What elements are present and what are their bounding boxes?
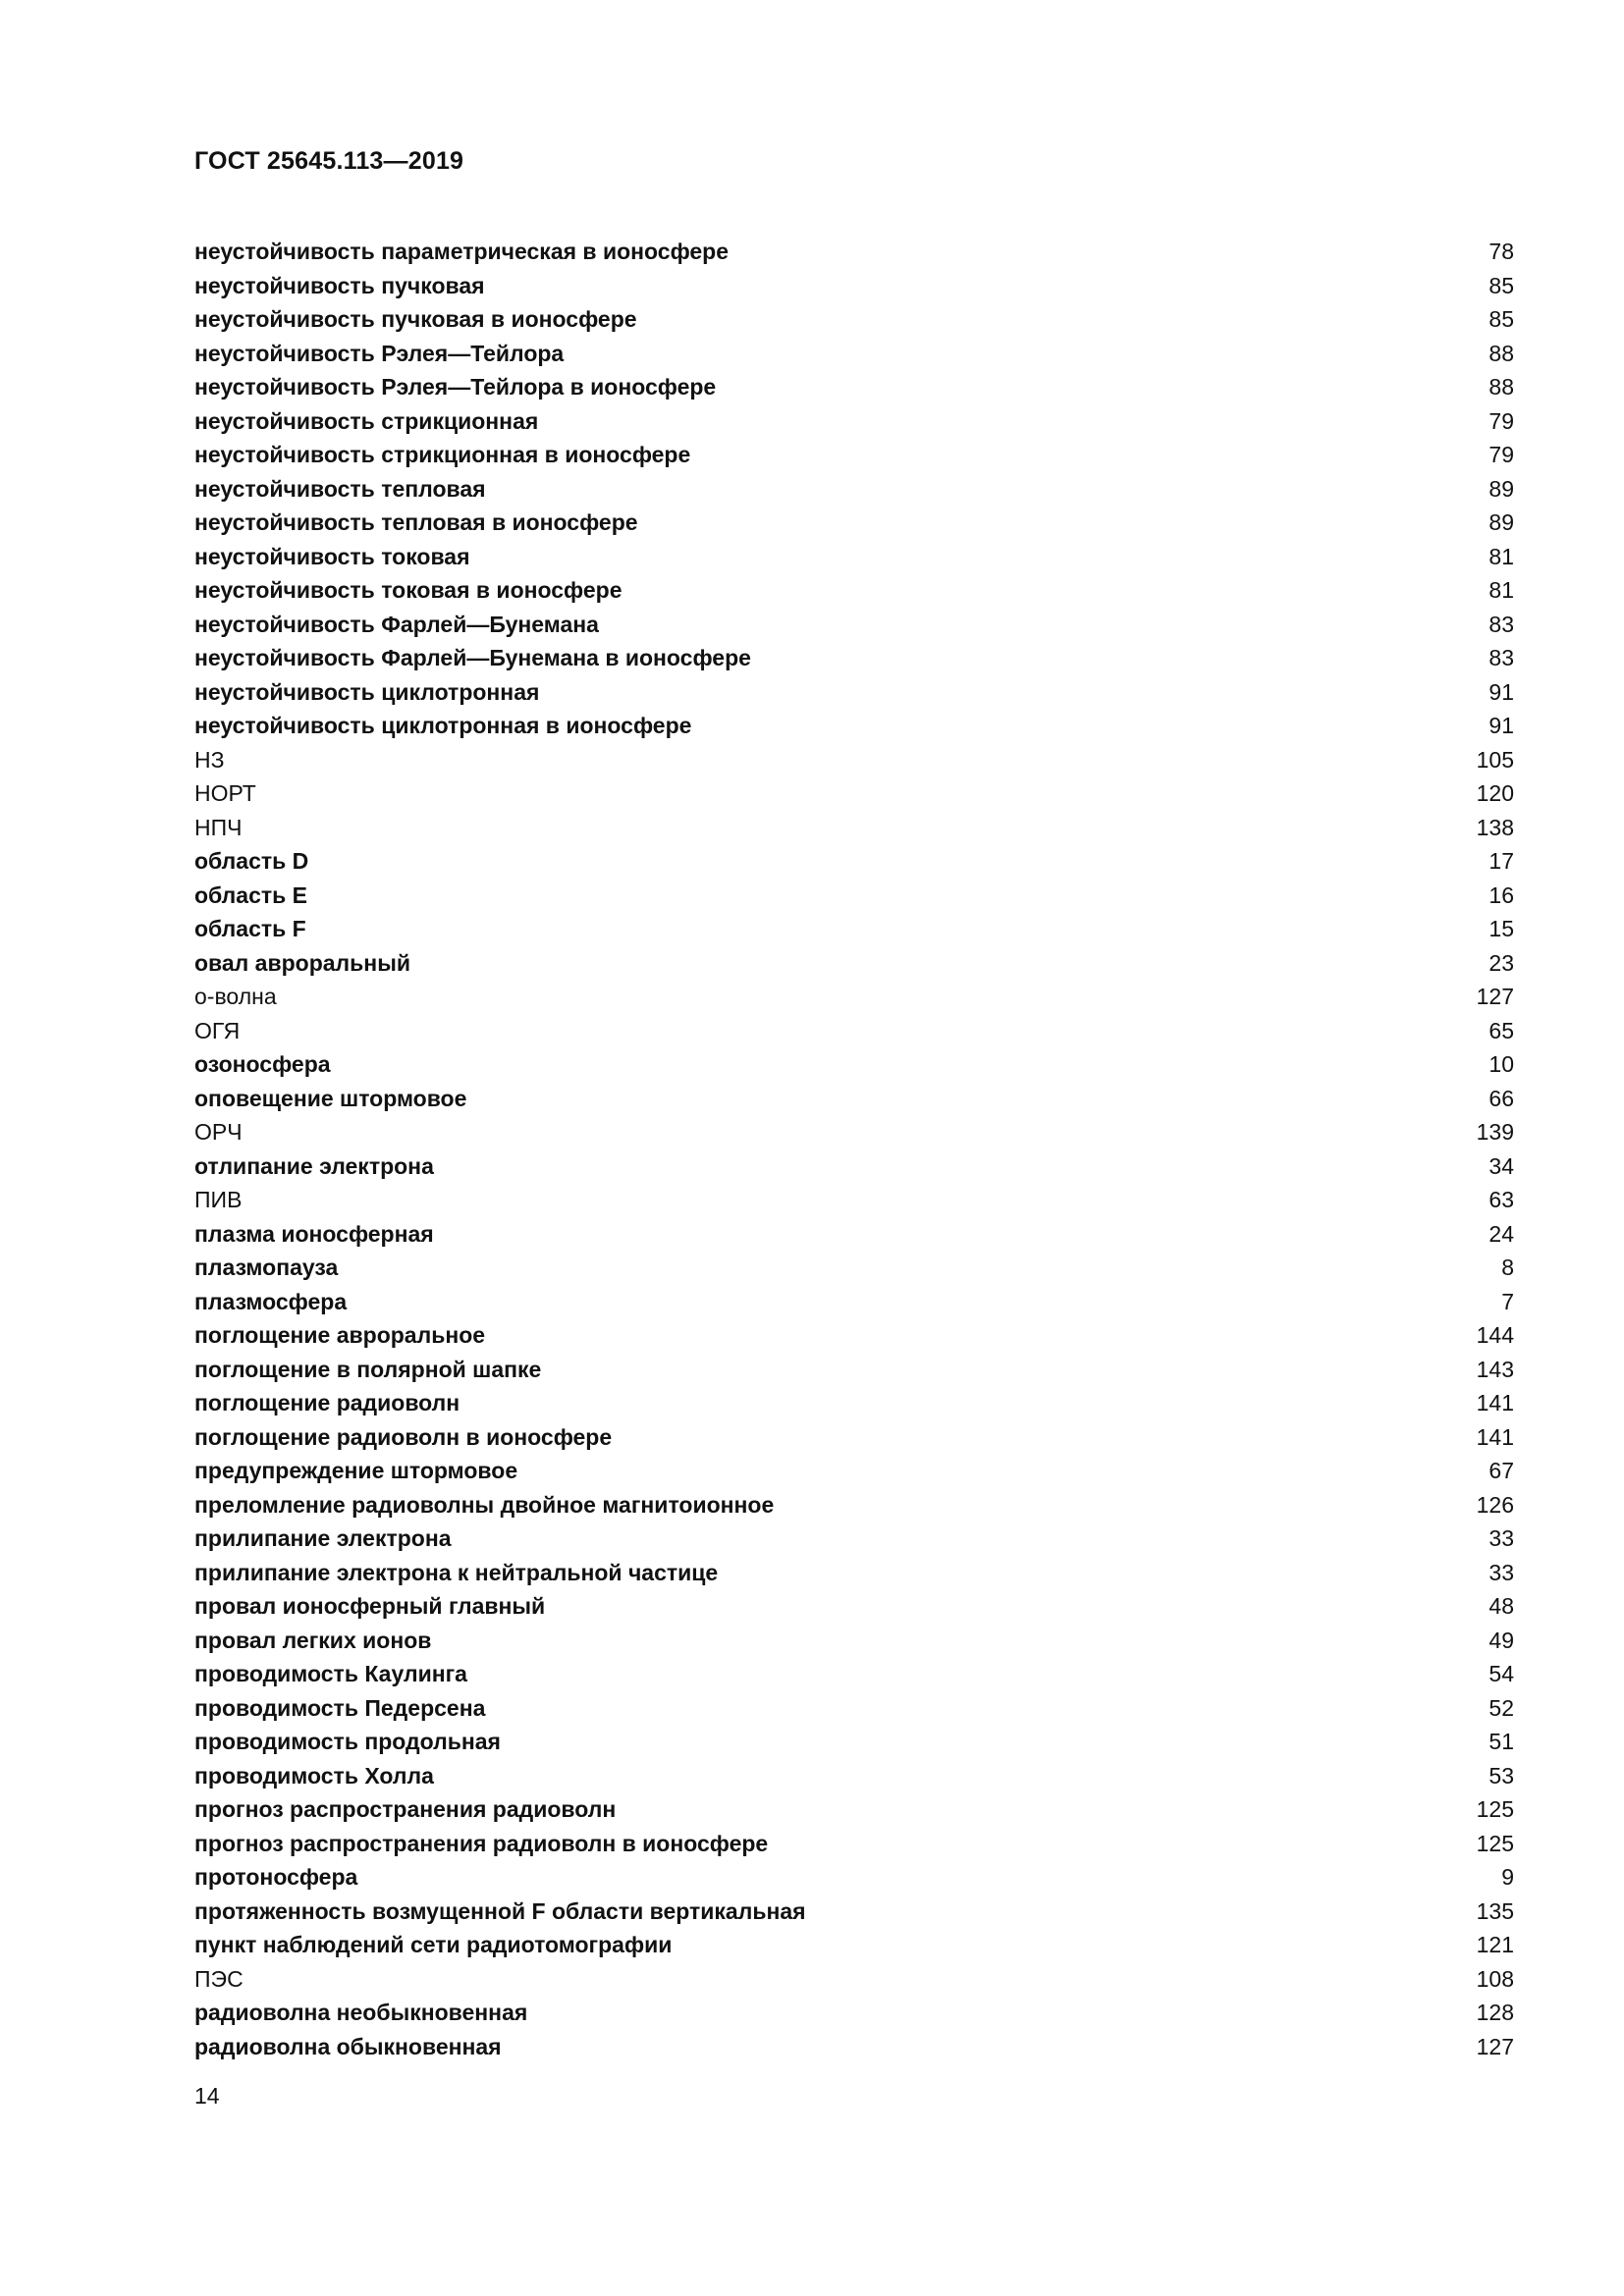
- index-term: ПЭС: [194, 1965, 244, 1992]
- index-term: провал легких ионов: [194, 1627, 432, 1653]
- index-term: предупреждение штормовое: [194, 1458, 518, 1483]
- index-term: плазма ионосферная: [194, 1220, 434, 1247]
- page-number: 14: [194, 2083, 220, 2109]
- index-term: протяженность возмущенной F области вертикальная: [194, 1897, 806, 1924]
- index-term: плазмосфера: [194, 1288, 348, 1314]
- index-entry: [194, 946, 1514, 981]
- index-entry: [194, 337, 1514, 371]
- index-term: радиоволна необыкновенная: [194, 2000, 528, 2025]
- index-entry: [194, 1353, 1514, 1387]
- index-term: ОГЯ: [194, 1017, 241, 1043]
- index-entry: [194, 1860, 1514, 1895]
- index-page-ref: 139: [1476, 1119, 1514, 1145]
- index-term: неустойчивость Фарлей—Бунемана в ионосфере: [194, 645, 751, 670]
- index-term: отлипание электрона: [194, 1152, 434, 1179]
- index-page-ref: 121: [1476, 1932, 1514, 1957]
- index-entry: [194, 1996, 1514, 2030]
- index-page-ref: 65: [1489, 1017, 1514, 1043]
- index-term: НЗ: [194, 746, 225, 773]
- index-term: прогноз распространения радиоволн в ионосфере: [194, 1830, 769, 1856]
- index-term: проводимость Педерсена: [194, 1694, 486, 1721]
- index-entry: [194, 2030, 1514, 2064]
- index-entry: [194, 709, 1514, 743]
- index-page-ref: 63: [1489, 1187, 1514, 1212]
- index-term: НОРТ: [194, 780, 256, 806]
- index-page-ref: 141: [1476, 1390, 1514, 1415]
- index-entry: [194, 573, 1514, 608]
- index-page-ref: 49: [1489, 1627, 1514, 1653]
- index-term: область E: [194, 881, 308, 908]
- index-page-ref: 7: [1501, 1288, 1514, 1314]
- index-term: неустойчивость циклотронная в ионосфере: [194, 713, 692, 738]
- index-term: протоносфера: [194, 1864, 358, 1890]
- index-page-ref: 85: [1489, 306, 1514, 332]
- index-term: область D: [194, 848, 309, 874]
- index-term: поглощение радиоволн в ионосфере: [194, 1423, 613, 1450]
- index-page-ref: 135: [1476, 1897, 1514, 1924]
- index-entry: [194, 472, 1514, 507]
- index-entry: [194, 1285, 1514, 1319]
- index-entry: [194, 540, 1514, 574]
- index-page-ref: 138: [1476, 814, 1514, 840]
- index-page-ref: 89: [1489, 509, 1514, 535]
- index-entry: [194, 1759, 1514, 1793]
- index-page-ref: 120: [1476, 780, 1514, 806]
- index-page-ref: 15: [1489, 916, 1514, 941]
- index-page-ref: 88: [1489, 340, 1514, 366]
- index-entry: [194, 1318, 1514, 1353]
- index-entry: [194, 912, 1514, 946]
- index-page-ref: 24: [1489, 1220, 1514, 1247]
- index-page-ref: 53: [1489, 1762, 1514, 1789]
- index-entry: [194, 1115, 1514, 1149]
- index-list: [194, 235, 1514, 2063]
- index-term: пункт наблюдений сети радиотомографии: [194, 1932, 673, 1957]
- index-entry: [194, 1522, 1514, 1556]
- index-term: НПЧ: [194, 814, 243, 840]
- index-page-ref: 67: [1489, 1458, 1514, 1483]
- index-page-ref: 125: [1476, 1830, 1514, 1856]
- index-page-ref: 8: [1501, 1255, 1514, 1280]
- index-entry: [194, 1589, 1514, 1624]
- index-term: озоносфера: [194, 1051, 331, 1077]
- index-page-ref: 144: [1476, 1322, 1514, 1348]
- index-entry: [194, 1624, 1514, 1658]
- index-term: проводимость Каулинга: [194, 1661, 467, 1686]
- index-term: провал ионосферный главный: [194, 1593, 546, 1619]
- index-page-ref: 79: [1489, 407, 1514, 434]
- index-entry: [194, 438, 1514, 472]
- index-entry: [194, 1047, 1514, 1082]
- index-entry: [194, 1928, 1514, 1962]
- index-page-ref: 108: [1476, 1965, 1514, 1992]
- index-entry: [194, 506, 1514, 540]
- index-entry: [194, 302, 1514, 337]
- index-page-ref: 91: [1489, 713, 1514, 738]
- index-entry: [194, 1657, 1514, 1691]
- index-term: неустойчивость токовая в ионосфере: [194, 577, 623, 603]
- index-term: неустойчивость Рэлея—Тейлора: [194, 340, 565, 366]
- index-term: проводимость Холла: [194, 1762, 434, 1789]
- index-term: прогноз распространения радиоволн: [194, 1796, 617, 1822]
- index-page-ref: 17: [1489, 848, 1514, 874]
- index-term: поглощение радиоволн: [194, 1390, 460, 1415]
- index-entry: [194, 608, 1514, 642]
- index-term: неустойчивость пучковая: [194, 272, 485, 298]
- index-term: неустойчивость циклотронная: [194, 678, 540, 705]
- index-entry: [194, 1792, 1514, 1827]
- index-page-ref: 78: [1489, 239, 1514, 264]
- index-term: проводимость продольная: [194, 1729, 501, 1754]
- index-entry: [194, 1895, 1514, 1929]
- index-term: неустойчивость стрикционная в ионосфере: [194, 442, 691, 467]
- index-page-ref: 48: [1489, 1593, 1514, 1619]
- index-page-ref: 88: [1489, 374, 1514, 400]
- index-term: плазмопауза: [194, 1255, 339, 1280]
- index-page-ref: 66: [1489, 1085, 1514, 1111]
- index-page-ref: 126: [1476, 1491, 1514, 1518]
- index-entry: [194, 980, 1514, 1014]
- index-term: прилипание электрона к нейтральной частице: [194, 1559, 719, 1585]
- index-term: область F: [194, 916, 306, 941]
- index-page-ref: 23: [1489, 949, 1514, 976]
- index-term: неустойчивость Фарлей—Бунемана: [194, 611, 599, 637]
- index-page-ref: 16: [1489, 881, 1514, 908]
- index-entry: [194, 1962, 1514, 1997]
- index-entry: [194, 811, 1514, 845]
- index-entry: [194, 1014, 1514, 1048]
- index-page-ref: 91: [1489, 678, 1514, 705]
- index-term: неустойчивость стрикционная: [194, 407, 539, 434]
- index-page-ref: 83: [1489, 645, 1514, 670]
- index-page-ref: 83: [1489, 611, 1514, 637]
- index-page-ref: 34: [1489, 1152, 1514, 1179]
- index-page-ref: 81: [1489, 577, 1514, 603]
- index-page-ref: 141: [1476, 1423, 1514, 1450]
- index-entry: [194, 1691, 1514, 1726]
- index-entry: [194, 641, 1514, 675]
- index-page-ref: 127: [1476, 984, 1514, 1009]
- index-entry: [194, 1556, 1514, 1590]
- index-page-ref: 33: [1489, 1525, 1514, 1551]
- index-entry: [194, 1488, 1514, 1522]
- index-page-ref: 105: [1476, 746, 1514, 773]
- index-page-ref: 52: [1489, 1694, 1514, 1721]
- index-page-ref: 125: [1476, 1796, 1514, 1822]
- index-entry: [194, 1217, 1514, 1252]
- index-term: прилипание электрона: [194, 1525, 452, 1551]
- index-entry: [194, 1082, 1514, 1116]
- index-entry: [194, 1149, 1514, 1184]
- index-entry: [194, 675, 1514, 710]
- index-page-ref: 81: [1489, 543, 1514, 569]
- index-page-ref: 127: [1476, 2033, 1514, 2059]
- index-page-ref: 79: [1489, 442, 1514, 467]
- index-term: оповещение штормовое: [194, 1085, 467, 1111]
- index-entry: [194, 1420, 1514, 1455]
- index-term: неустойчивость параметрическая в ионосфере: [194, 239, 730, 264]
- index-page-ref: 89: [1489, 475, 1514, 502]
- index-entry: [194, 1454, 1514, 1488]
- index-page-ref: 33: [1489, 1559, 1514, 1585]
- index-term: ОРЧ: [194, 1119, 243, 1145]
- index-term: неустойчивость тепловая: [194, 475, 486, 502]
- index-page-ref: 54: [1489, 1661, 1514, 1686]
- document-header: ГОСТ 25645.113—2019: [194, 147, 464, 175]
- index-entry: [194, 743, 1514, 777]
- index-page-ref: 10: [1489, 1051, 1514, 1077]
- index-entry: [194, 1251, 1514, 1285]
- index-entry: [194, 1183, 1514, 1217]
- index-page-ref: 85: [1489, 272, 1514, 298]
- index-term: неустойчивость пучковая в ионосфере: [194, 306, 637, 332]
- index-term: неустойчивость тепловая в ионосфере: [194, 509, 638, 535]
- index-page-ref: 128: [1476, 2000, 1514, 2025]
- index-entry: [194, 776, 1514, 811]
- index-term: овал авроральный: [194, 949, 410, 976]
- index-entry: [194, 1725, 1514, 1759]
- index-entry: [194, 235, 1514, 269]
- index-term: радиоволна обыкновенная: [194, 2033, 502, 2059]
- index-term: о-волна: [194, 984, 277, 1009]
- index-entry: [194, 269, 1514, 303]
- index-term: поглощение в полярной шапке: [194, 1356, 542, 1382]
- index-page-ref: 51: [1489, 1729, 1514, 1754]
- index-page-ref: 143: [1476, 1356, 1514, 1382]
- index-entry: [194, 404, 1514, 439]
- index-term: поглощение авроральное: [194, 1322, 486, 1348]
- index-page-ref: 9: [1501, 1864, 1514, 1890]
- index-entry: [194, 844, 1514, 879]
- index-entry: [194, 370, 1514, 404]
- index-entry: [194, 1827, 1514, 1861]
- index-entry: [194, 1386, 1514, 1420]
- index-entry: [194, 879, 1514, 913]
- index-term: преломление радиоволны двойное магнитоионное: [194, 1491, 775, 1518]
- index-term: неустойчивость Рэлея—Тейлора в ионосфере: [194, 374, 717, 400]
- index-term: ПИВ: [194, 1187, 243, 1212]
- index-term: неустойчивость токовая: [194, 543, 470, 569]
